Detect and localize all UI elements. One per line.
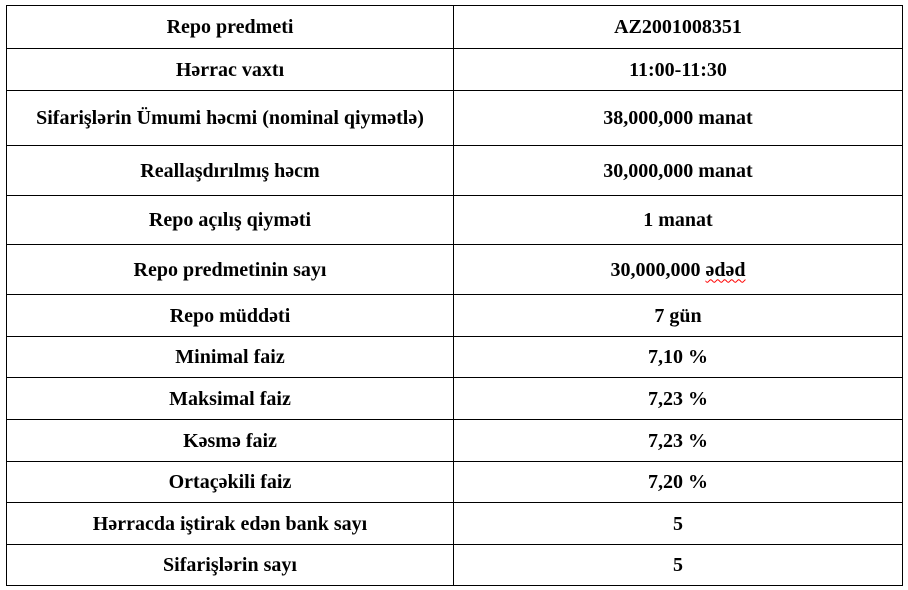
row-value: 38,000,000 manat [454, 91, 903, 146]
row-value: 7,10 % [454, 337, 903, 378]
row-value: 30,000,000 manat [454, 146, 903, 196]
row-label: Repo predmeti [7, 6, 454, 49]
repo-auction-table [6, 5, 903, 586]
table-row [7, 146, 903, 196]
table-row [7, 337, 903, 378]
table-row [7, 196, 903, 245]
table-row [7, 295, 903, 337]
row-label: Hərracda iştirak edən bank sayı [7, 503, 454, 545]
unit-text: ədəd [705, 258, 746, 281]
row-value [454, 245, 903, 295]
row-label: Hərrac vaxtı [7, 49, 454, 91]
table-row [7, 245, 903, 295]
row-value: 7 gün [454, 295, 903, 337]
table-row [7, 49, 903, 91]
count-value: 30,000,000 [610, 258, 701, 281]
row-label: Repo müddəti [7, 295, 454, 337]
table-row [7, 420, 903, 462]
table-row [7, 545, 903, 586]
row-value: 11:00-11:30 [454, 49, 903, 91]
row-label: Repo predmetinin sayı [7, 245, 454, 295]
row-label: Sifarişlərin Ümumi həcmi (nominal qiymətlə) [7, 91, 454, 146]
row-value: 5 [454, 545, 903, 586]
row-label: Reallaşdırılmış həcm [7, 146, 454, 196]
table-row [7, 91, 903, 146]
row-value: 7,23 % [454, 420, 903, 462]
row-label: Repo açılış qiyməti [7, 196, 454, 245]
row-value: 1 manat [454, 196, 903, 245]
row-label: Ortaçəkili faiz [7, 462, 454, 503]
row-label: Sifarişlərin sayı [7, 545, 454, 586]
table-row [7, 6, 903, 49]
row-value: AZ2001008351 [454, 6, 903, 49]
table-row [7, 503, 903, 545]
row-value: 7,23 % [454, 378, 903, 420]
table-row [7, 462, 903, 503]
row-label: Minimal faiz [7, 337, 454, 378]
row-label: Kəsmə faiz [7, 420, 454, 462]
row-value: 7,20 % [454, 462, 903, 503]
table-row [7, 378, 903, 420]
row-label: Maksimal faiz [7, 378, 454, 420]
row-value: 5 [454, 503, 903, 545]
